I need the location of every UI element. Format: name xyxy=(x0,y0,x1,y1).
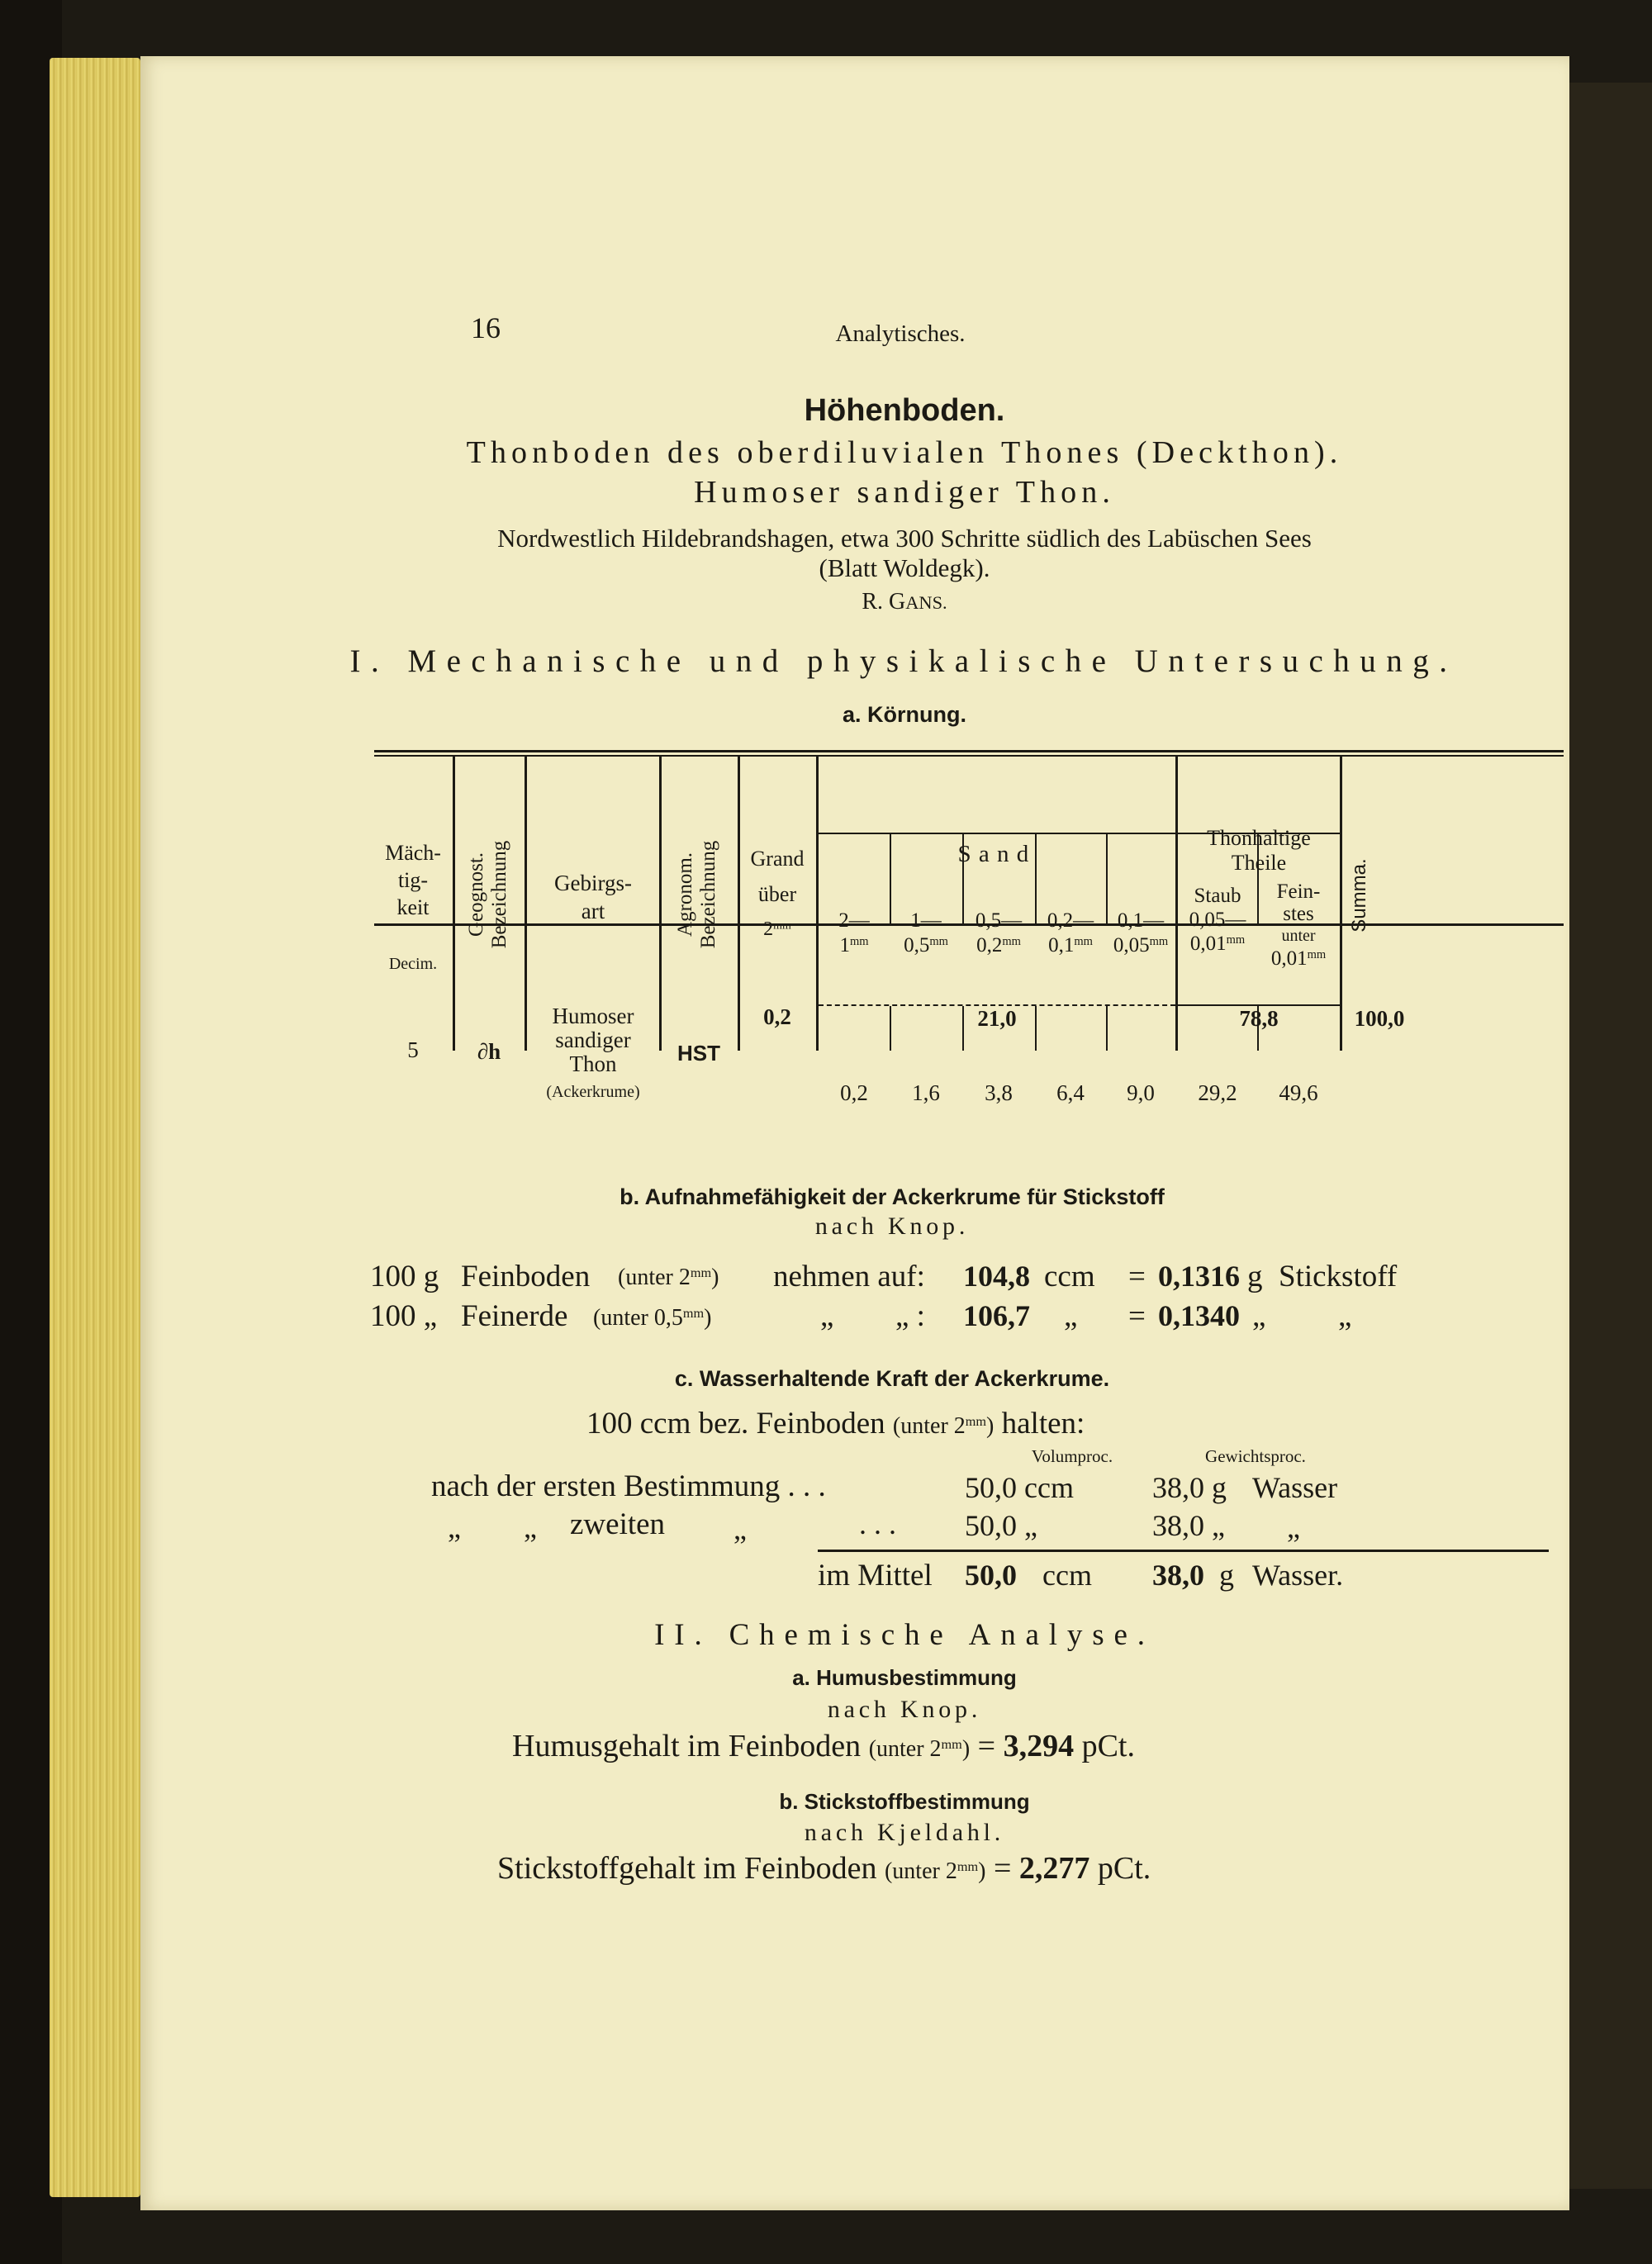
header-text: tig- xyxy=(397,868,429,892)
humus-method: nach Knop. xyxy=(827,1696,982,1723)
cell-geognost: ∂h xyxy=(477,1039,501,1064)
mean-label: im Mittel xyxy=(818,1559,933,1592)
material: Feinboden xyxy=(461,1260,591,1293)
grams-unit: „ xyxy=(1252,1299,1266,1333)
col-divider xyxy=(525,757,527,1051)
weight-value: 38,0 g xyxy=(1152,1471,1227,1504)
qty: 100 „ xyxy=(370,1299,438,1333)
qty: 100 g xyxy=(370,1260,439,1293)
header-agronom xyxy=(674,820,720,969)
cell-feinstes: 49,6 xyxy=(1279,1080,1318,1105)
col-header-weight: Gewichtsproc. xyxy=(1205,1446,1306,1466)
col-divider xyxy=(1340,757,1342,1051)
volume-value: 50,0 ccm xyxy=(965,1471,1074,1504)
ditto: „ : xyxy=(895,1299,925,1333)
range-close: ) xyxy=(711,1265,719,1290)
col-divider xyxy=(816,757,819,1051)
cell-sand-05-02: 3,8 xyxy=(985,1080,1013,1105)
header-text: 0,2— xyxy=(1047,909,1094,932)
header-text: keit xyxy=(396,895,430,919)
header-gebirgsart xyxy=(554,869,632,925)
mean-weight-unit: g xyxy=(1219,1559,1234,1592)
unit-mm: mm xyxy=(1002,935,1021,949)
ccm-unit: „ xyxy=(1064,1299,1078,1333)
intro-text: 100 ccm bez. Feinboden xyxy=(586,1407,885,1441)
substance: Wasser. xyxy=(1252,1559,1344,1592)
ccm-value: 106,7 xyxy=(963,1299,1030,1332)
unit-mm: mm xyxy=(1149,935,1169,949)
author-initial: R. G xyxy=(862,589,906,615)
header-text: Theile xyxy=(1231,851,1287,875)
grams-value: 0,1340 xyxy=(1158,1299,1240,1332)
cell-text: sandiger xyxy=(555,1028,631,1052)
substance: „ xyxy=(1338,1299,1352,1333)
header-sand-1-05 xyxy=(904,909,948,958)
subsection-b-method: nach Knop. xyxy=(814,1213,970,1240)
cell-gebirgsart xyxy=(546,1004,639,1108)
header-text: 0,5— xyxy=(975,909,1023,932)
equals: = xyxy=(1128,1299,1146,1333)
page-number: 16 xyxy=(471,311,501,344)
unit-mm: mm xyxy=(773,919,791,933)
cell-text: Thon xyxy=(569,1051,617,1076)
header-text: 0,01 xyxy=(1270,947,1308,970)
nitrogen-heading: b. Stickstoffbestimmung xyxy=(779,1789,1030,1814)
leader-dots: . . . xyxy=(859,1507,896,1540)
unit-mm: mm xyxy=(1307,948,1327,962)
ditto: „ xyxy=(820,1299,834,1333)
section-2-heading: II. Chemische Analyse. xyxy=(654,1618,1155,1652)
map-sheet-line: (Blatt Woldegk). xyxy=(819,553,990,582)
range-text: (unter 2 xyxy=(868,1736,942,1762)
page-edges xyxy=(50,58,140,2197)
col-divider xyxy=(453,757,455,1051)
header-thon xyxy=(1207,826,1311,876)
header-text: 2 xyxy=(763,918,774,940)
ccm-unit: ccm xyxy=(1044,1260,1095,1293)
ditto: „ xyxy=(733,1512,747,1545)
row-label: zweiten xyxy=(570,1507,666,1541)
soil-name-line: Humoser sandiger Thon. xyxy=(694,475,1115,510)
unit-mm: mm xyxy=(941,1737,962,1753)
verb: nehmen auf: xyxy=(773,1260,925,1293)
header-text: 0,2 xyxy=(976,934,1003,956)
header-text: 0,1 xyxy=(1048,934,1075,956)
range-text: (unter 2 xyxy=(884,1858,957,1884)
unit-mm: mm xyxy=(682,1306,705,1322)
unit-mm: mm xyxy=(1226,933,1246,947)
header-text: Bezeichnung xyxy=(488,840,510,949)
intro-verb: halten: xyxy=(1001,1407,1085,1441)
running-head: Analytisches. xyxy=(835,320,966,347)
humus-value: 3,294 xyxy=(1003,1729,1075,1763)
intro-range: (unter 2 xyxy=(892,1413,966,1439)
header-grand xyxy=(751,841,805,947)
author-name: ANS. xyxy=(905,592,947,613)
header-text: Mäch- xyxy=(385,841,441,865)
substance: „ xyxy=(1287,1511,1300,1544)
range-text: (unter 2 xyxy=(618,1265,691,1290)
unit-mm: mm xyxy=(929,935,948,949)
section-1-heading: I. Mechanische und physikalische Untersuchung. xyxy=(349,643,1458,679)
grams-unit: g xyxy=(1247,1260,1263,1293)
cell-thon-total: 78,8 xyxy=(1239,1006,1279,1031)
header-sand-01-005 xyxy=(1113,909,1168,958)
result-label: Humusgehalt im Feinboden xyxy=(512,1729,862,1763)
facing-page-edge xyxy=(1569,83,1652,2189)
cell-sand-total: 21,0 xyxy=(977,1006,1017,1031)
header-maechtigkeit xyxy=(385,839,441,921)
sand-body-divider xyxy=(890,1006,891,1051)
humus-result xyxy=(512,1728,1135,1764)
document-title: Höhenboden. xyxy=(804,393,1005,428)
intro-close: ) xyxy=(986,1413,995,1439)
row-label: nach der ersten Bestimmung . . . xyxy=(431,1469,826,1503)
unit-mm: mm xyxy=(965,1414,987,1430)
author-line xyxy=(862,589,947,615)
header-text: unter xyxy=(1281,927,1316,945)
range xyxy=(618,1265,719,1291)
header-text: 0,05— xyxy=(1189,909,1246,931)
nitrogen-result xyxy=(497,1850,1151,1887)
book-page xyxy=(140,56,1569,2210)
header-text: Grand xyxy=(750,847,805,871)
subsection-c-heading: c. Wasserhaltende Kraft der Ackerkrume. xyxy=(674,1366,1110,1391)
col-divider xyxy=(1175,757,1178,1051)
ditto: „ xyxy=(448,1511,461,1544)
col-divider xyxy=(738,757,740,1051)
unit-mm: mm xyxy=(1074,935,1093,949)
table-rule-top-2 xyxy=(374,755,1564,757)
cell-summa: 100,0 xyxy=(1354,1006,1405,1031)
cell-text: Humoser xyxy=(552,1004,634,1028)
equals: = xyxy=(977,1729,996,1763)
soil-type-line: Thonboden des oberdiluvialen Thones (Deckthon). xyxy=(466,435,1343,470)
ccm-value: 104,8 xyxy=(963,1260,1030,1293)
cell-sand-01-005: 9,0 xyxy=(1127,1080,1155,1105)
substance: Wasser xyxy=(1252,1471,1338,1504)
cell-sand-1-05: 1,6 xyxy=(912,1080,940,1105)
header-text: Staub xyxy=(1194,885,1241,907)
header-summa: Summa. xyxy=(1348,858,1370,933)
weight-value: 38,0 „ xyxy=(1152,1509,1225,1542)
header-feinstes xyxy=(1271,880,1326,970)
range-close: ) xyxy=(704,1305,712,1331)
nitrogen-value: 2,277 xyxy=(1018,1851,1090,1886)
header-text: über xyxy=(757,882,797,906)
header-sand-05-02 xyxy=(976,909,1022,958)
header-text: Thonhaltige xyxy=(1207,826,1311,850)
header-text: Gebirgs- xyxy=(554,871,632,895)
sand-body-divider xyxy=(1106,1006,1108,1051)
header-text: stes xyxy=(1283,903,1314,925)
equals: = xyxy=(1128,1260,1146,1293)
header-decim: Decim. xyxy=(388,955,438,973)
cell-maechtigkeit: 5 xyxy=(407,1037,419,1062)
sand-subheader-rule xyxy=(819,833,1175,834)
header-text: 0,05 xyxy=(1113,934,1150,956)
header-geognost xyxy=(465,820,511,969)
header-text: 0,01 xyxy=(1189,933,1227,955)
sand-body-divider xyxy=(962,1006,964,1051)
water-intro xyxy=(586,1406,1085,1441)
humus-heading: a. Humusbestimmung xyxy=(792,1665,1017,1690)
range-close: ) xyxy=(961,1736,971,1762)
header-text: Geognost. xyxy=(465,852,487,937)
cell-sand-2-1: 0,2 xyxy=(840,1080,868,1105)
header-staub xyxy=(1189,884,1246,956)
sum-rule xyxy=(818,1550,1549,1552)
subsection-a-heading: a. Körnung. xyxy=(843,702,966,727)
nitrogen-method: nach Kjeldahl. xyxy=(804,1819,1005,1846)
header-text: Fein- xyxy=(1276,880,1321,903)
material: Feinerde xyxy=(461,1299,568,1333)
equals: = xyxy=(993,1851,1012,1886)
ditto: „ xyxy=(524,1511,537,1544)
cell-staub: 29,2 xyxy=(1198,1080,1237,1105)
header-text: 0,1— xyxy=(1117,909,1165,932)
header-text: Bezeichnung xyxy=(697,840,719,949)
cell-sand-02-01: 6,4 xyxy=(1056,1080,1085,1105)
header-sand-02-01 xyxy=(1047,909,1094,958)
cell-grand: 0,2 xyxy=(763,1004,791,1029)
result-label: Stickstoffgehalt im Feinboden xyxy=(497,1851,877,1886)
sand-body-divider xyxy=(1035,1006,1037,1051)
mean-volume-unit: ccm xyxy=(1042,1559,1092,1592)
header-text: 2— xyxy=(838,909,870,932)
volume-value: 50,0 „ xyxy=(965,1509,1037,1542)
unit-mm: mm xyxy=(690,1265,712,1281)
header-text: 1 xyxy=(839,934,850,956)
col-header-volume: Volumproc. xyxy=(1031,1446,1113,1466)
header-text: art xyxy=(581,899,605,923)
cell-text: (Ackerkrume) xyxy=(546,1083,640,1101)
table-rule-top xyxy=(374,750,1564,752)
substance: Stickstoff xyxy=(1279,1260,1398,1293)
unit-mm: mm xyxy=(849,935,869,949)
range xyxy=(593,1305,711,1331)
header-text: 1— xyxy=(910,909,942,932)
header-text: 0,5 xyxy=(904,934,930,956)
range-text: (unter 0,5 xyxy=(593,1305,683,1331)
cell-agronom: HST xyxy=(677,1041,720,1066)
header-sand: Sand xyxy=(957,841,1037,867)
header-sand-2-1 xyxy=(838,909,870,958)
unit-pct: pCt. xyxy=(1081,1729,1135,1763)
grams-value: 0,1316 xyxy=(1158,1260,1240,1293)
range-close: ) xyxy=(978,1858,986,1884)
mean-volume: 50,0 xyxy=(965,1559,1017,1592)
mean-weight: 38,0 xyxy=(1152,1559,1204,1592)
table-rule-header xyxy=(374,923,1564,926)
sand-subcol-divider xyxy=(890,834,891,925)
header-text: Agronom. xyxy=(674,852,696,937)
subsection-b-heading: b. Aufnahmefähigkeit der Ackerkrume für Stickstoff xyxy=(620,1184,1165,1209)
location-line: Nordwestlich Hildebrandshagen, etwa 300 Schritte südlich des Labüschen Sees xyxy=(497,524,1312,553)
unit-mm: mm xyxy=(957,1859,979,1875)
sand-subcol-divider xyxy=(1106,834,1108,925)
unit-pct: pCt. xyxy=(1097,1851,1151,1886)
col-divider xyxy=(659,757,662,1051)
